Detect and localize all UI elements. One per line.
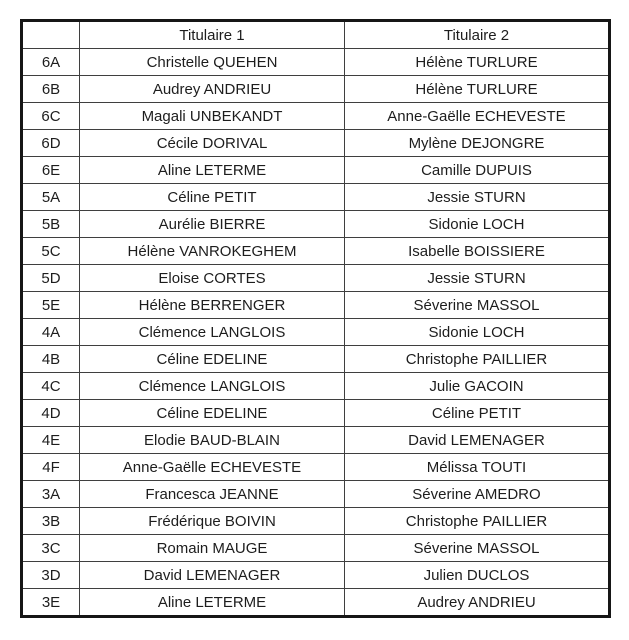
teacher-name-cell: Clémence LANGLOIS (80, 373, 345, 400)
teacher-name-cell: Séverine MASSOL (345, 535, 610, 562)
teacher-name-cell: Jessie STURN (345, 265, 610, 292)
teacher-name-cell: Mélissa TOUTI (345, 454, 610, 481)
table-row (22, 103, 610, 130)
teacher-name-cell: David LEMENAGER (345, 427, 610, 454)
teacher-name-cell: Sidonie LOCH (345, 211, 610, 238)
class-label-cell: 4C (22, 373, 80, 400)
class-label-cell: 3D (22, 562, 80, 589)
class-label-cell: 4E (22, 427, 80, 454)
table-row (22, 562, 610, 589)
teacher-name-cell: Christophe PAILLIER (345, 508, 610, 535)
table-row (22, 157, 610, 184)
table-row (22, 319, 610, 346)
class-label-cell: 4F (22, 454, 80, 481)
class-label-cell: 5D (22, 265, 80, 292)
table-row (22, 373, 610, 400)
header-class-cell (22, 21, 80, 49)
class-label-cell: 6A (22, 49, 80, 76)
teacher-name-cell: Anne-Gaëlle ECHEVESTE (345, 103, 610, 130)
teacher-name-cell: Céline EDELINE (80, 346, 345, 373)
class-label-cell: 3A (22, 481, 80, 508)
teacher-name-cell: Elodie BAUD-BLAIN (80, 427, 345, 454)
class-label-cell: 4D (22, 400, 80, 427)
table-body (22, 49, 610, 617)
class-label-cell: 5E (22, 292, 80, 319)
teacher-name-cell: Hélène TURLURE (345, 76, 610, 103)
class-label-cell: 3C (22, 535, 80, 562)
teacher-name-cell: Julie GACOIN (345, 373, 610, 400)
teacher-name-cell: Séverine MASSOL (345, 292, 610, 319)
table-row (22, 238, 610, 265)
teacher-name-cell: Sidonie LOCH (345, 319, 610, 346)
header-titulaire-2: Titulaire 2 (345, 21, 610, 49)
teacher-name-cell: Clémence LANGLOIS (80, 319, 345, 346)
teacher-name-cell: Francesca JEANNE (80, 481, 345, 508)
teacher-name-cell: Hélène VANROKEGHEM (80, 238, 345, 265)
class-label-cell: 5C (22, 238, 80, 265)
class-label-cell: 6E (22, 157, 80, 184)
table-row (22, 292, 610, 319)
header-row (22, 21, 610, 49)
teacher-name-cell: Jessie STURN (345, 184, 610, 211)
teacher-name-cell: Romain MAUGE (80, 535, 345, 562)
teacher-name-cell: Frédérique BOIVIN (80, 508, 345, 535)
teacher-name-cell: Céline PETIT (345, 400, 610, 427)
teacher-name-cell: Aline LETERME (80, 589, 345, 617)
table-row (22, 184, 610, 211)
table-row (22, 508, 610, 535)
class-label-cell: 5B (22, 211, 80, 238)
table-row (22, 481, 610, 508)
table-row (22, 211, 610, 238)
table-row (22, 427, 610, 454)
teacher-name-cell: Hélène TURLURE (345, 49, 610, 76)
teacher-name-cell: Magali UNBEKANDT (80, 103, 345, 130)
teacher-name-cell: Aurélie BIERRE (80, 211, 345, 238)
teacher-name-cell: Christelle QUEHEN (80, 49, 345, 76)
table-row (22, 346, 610, 373)
table-row (22, 265, 610, 292)
table-row (22, 589, 610, 617)
teacher-name-cell: Camille DUPUIS (345, 157, 610, 184)
class-label-cell: 6B (22, 76, 80, 103)
teacher-name-cell: Séverine AMEDRO (345, 481, 610, 508)
class-label-cell: 4B (22, 346, 80, 373)
teacher-name-cell: Cécile DORIVAL (80, 130, 345, 157)
teacher-name-cell: Julien DUCLOS (345, 562, 610, 589)
teacher-name-cell: Mylène DEJONGRE (345, 130, 610, 157)
teacher-name-cell: Hélène BERRENGER (80, 292, 345, 319)
class-label-cell: 6C (22, 103, 80, 130)
teacher-name-cell: David LEMENAGER (80, 562, 345, 589)
header-titulaire-1: Titulaire 1 (80, 21, 345, 49)
class-label-cell: 4A (22, 319, 80, 346)
class-label-cell: 3B (22, 508, 80, 535)
teacher-name-cell: Audrey ANDRIEU (345, 589, 610, 617)
class-label-cell: 5A (22, 184, 80, 211)
table-row (22, 400, 610, 427)
teacher-name-cell: Audrey ANDRIEU (80, 76, 345, 103)
teacher-name-cell: Aline LETERME (80, 157, 345, 184)
table-row (22, 535, 610, 562)
table-row (22, 49, 610, 76)
teacher-name-cell: Christophe PAILLIER (345, 346, 610, 373)
teacher-name-cell: Céline PETIT (80, 184, 345, 211)
titulaire-table (20, 19, 611, 618)
teacher-name-cell: Isabelle BOISSIERE (345, 238, 610, 265)
class-label-cell: 6D (22, 130, 80, 157)
table-row (22, 454, 610, 481)
teacher-name-cell: Anne-Gaëlle ECHEVESTE (80, 454, 345, 481)
table-row (22, 130, 610, 157)
teacher-name-cell: Céline EDELINE (80, 400, 345, 427)
class-label-cell: 3E (22, 589, 80, 617)
table-row (22, 76, 610, 103)
teacher-name-cell: Eloise CORTES (80, 265, 345, 292)
